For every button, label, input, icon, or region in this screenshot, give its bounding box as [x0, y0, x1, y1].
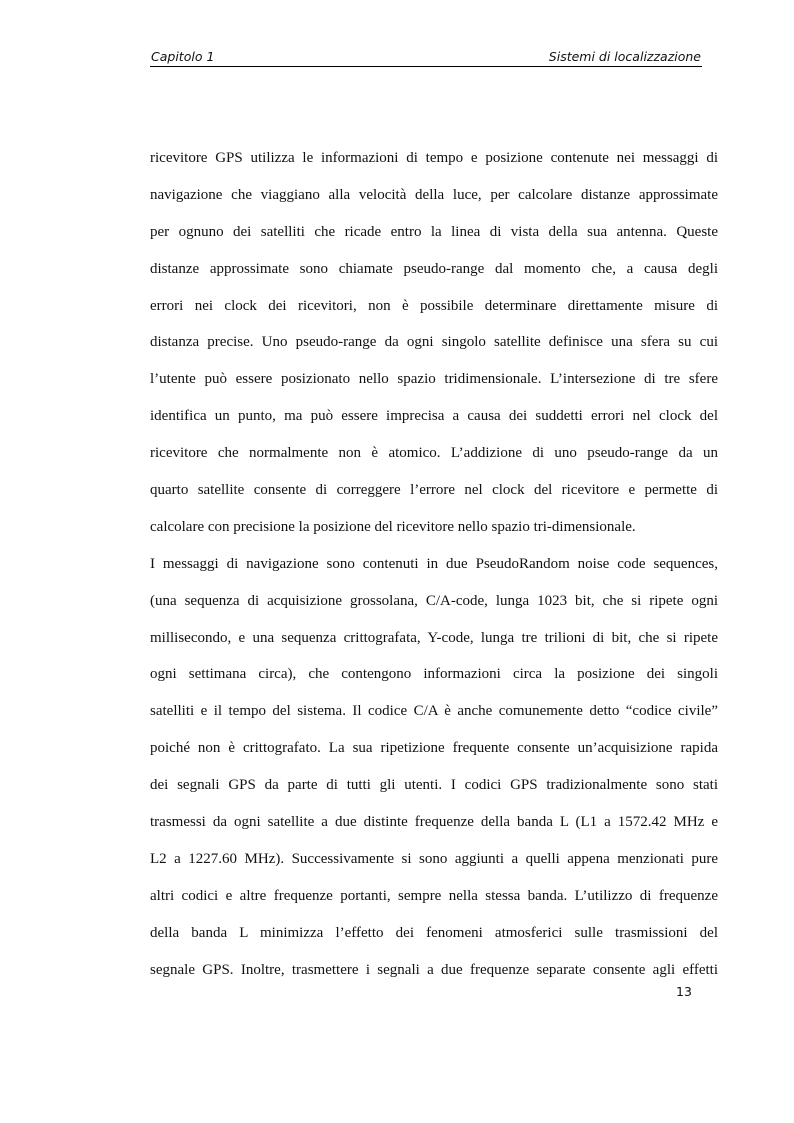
text-line: ogni settimana circa), che contengono informazioni circa la posizione dei singoli	[150, 666, 718, 683]
text-line: identifica un punto, ma può essere imprecisa a causa dei suddetti errori nel clock del	[150, 408, 718, 425]
text-line: errori nei clock dei ricevitori, non è possibile determinare direttamente misure di	[150, 297, 718, 314]
paragraph-2	[150, 546, 718, 989]
text-line: calcolare con precisione la posizione del ricevitore nello spazio tri-dimensionale.	[150, 518, 636, 535]
text-line: millisecondo, e una sequenza crittografata, Y-code, lunga tre trilioni di bit, che si ripete	[150, 629, 718, 646]
text-line: (una sequenza di acquisizione grossolana, C/A-code, lunga 1023 bit, che si ripete ogni	[150, 592, 718, 609]
body-text	[150, 140, 718, 988]
text-line: segnale GPS. Inoltre, trasmettere i segnali a due frequenze separate consente agli effetti	[150, 961, 718, 978]
text-line: altri codici e altre frequenze portanti, sempre nella stessa banda. L’utilizzo di frequenze	[150, 887, 718, 904]
text-line: navigazione che viaggiano alla velocità della luce, per calcolare distanze approssimate	[150, 186, 718, 203]
text-line: trasmessi da ogni satellite a due distinte frequenze della banda L (L1 a 1572.42 MHz e	[150, 814, 718, 831]
text-line: distanza precise. Uno pseudo-range da ogni singolo satellite definisce una sfera su cui	[150, 334, 718, 351]
paragraph-1	[150, 140, 718, 546]
text-line: ricevitore che normalmente non è atomico. L’addizione di uno pseudo-range da un	[150, 445, 718, 462]
page-number: 13	[676, 984, 692, 999]
text-line: poiché non è crittografato. La sua ripetizione frequente consente un’acquisizione rapida	[150, 740, 718, 757]
text-line: L2 a 1227.60 MHz). Successivamente si sono aggiunti a quelli appena menzionati pure	[150, 850, 718, 867]
text-line: ricevitore GPS utilizza le informazioni di tempo e posizione contenute nei messaggi di	[150, 150, 718, 166]
header-section-title: Sistemi di localizzazione	[548, 49, 701, 64]
text-line: quarto satellite consente di correggere l’errore nel clock del ricevitore e permette di	[150, 482, 718, 499]
text-line: satelliti e il tempo del sistema. Il codice C/A è anche comunemente detto “codice civile”	[150, 703, 718, 720]
text-line: I messaggi di navigazione sono contenuti in due PseudoRandom noise code sequences,	[150, 555, 718, 572]
text-line: distanze approssimate sono chiamate pseudo-range dal momento che, a causa degli	[150, 260, 718, 277]
text-line: l’utente può essere posizionato nello spazio tridimensionale. L’intersezione di tre sfere	[150, 371, 718, 388]
header-chapter: Capitolo 1	[151, 49, 215, 64]
running-header	[150, 48, 702, 67]
text-line: per ognuno dei satelliti che ricade entro la linea di vista della sua antenna. Queste	[150, 223, 718, 240]
text-line: della banda L minimizza l’effetto dei fenomeni atmosferici sulle trasmissioni del	[150, 924, 718, 941]
text-line: dei segnali GPS da parte di tutti gli utenti. I codici GPS tradizionalmente sono stati	[150, 777, 718, 794]
